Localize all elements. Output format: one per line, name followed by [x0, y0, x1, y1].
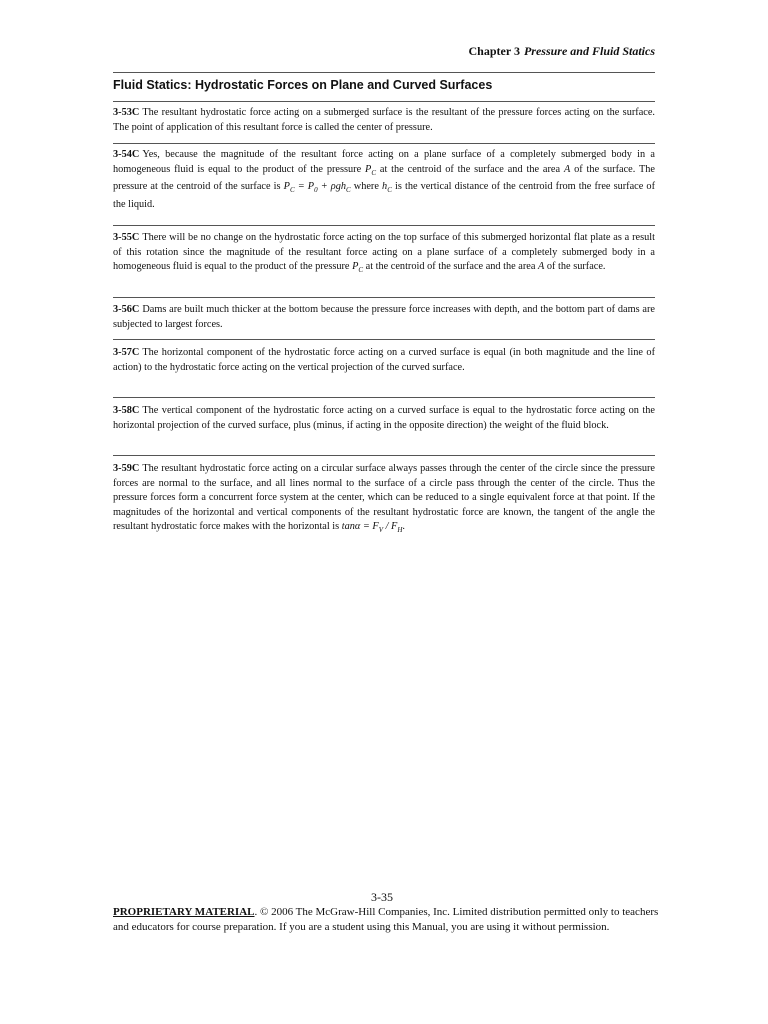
running-header [469, 44, 655, 59]
problem-text: at the centroid of the surface and the area [365, 261, 536, 273]
problem-text: Dams are built much thicker at the bottom because the pressure force increases with depth, and the bottom part of dams are subjected to largest forces. [113, 304, 655, 330]
tangent-equation: $\tan\alpha = F_V / F_H$ [341, 521, 403, 535]
problem-text: at the centroid of the surface and the area [379, 163, 561, 175]
problem-number: 3-56C [113, 304, 140, 315]
problem-text: The horizontal component of the hydrostatic force acting on a curved surface is equal (in both magnitude and the line of action) to the hydrostatic force acting on the vertical projection of the curved surface. [113, 347, 655, 373]
problem-text: The resultant hydrostatic force acting on a submerged surface is the resultant of the pressure forces acting on the surface. The point of application of this resultant force is called the center of pressure. [113, 107, 655, 133]
problem-text: The resultant hydrostatic force acting on a circular surface always passes through the center of the circle since the pressure forces are normal to the surface, and all lines normal to the surface of a circle pass through the center of the circle. Thus the pressure forces form a concurrent force system at the center, which can be reduced to a single equivalent force at that point. If the magnitudes of the horizontal and vertical components of the resultant hydrostatic force are known, the tangent of the angle the resultant hydrostatic force makes with the horizontal is [113, 463, 655, 533]
copyright-footer [113, 905, 661, 935]
divider [113, 101, 655, 102]
problem-text: Yes, because the magnitude of the resultant force acting on a plane surface of a completely submerged body in a homogeneous fluid is equal to the product of the pressure [113, 149, 655, 175]
chapter-title: Pressure and Fluid Statics [523, 44, 655, 58]
proprietary-label: PROPRIETARY MATERIAL [113, 906, 255, 918]
problem-text: The vertical component of the hydrostatic force acting on a curved surface is equal to the hydrostatic force acting on the horizontal projection of the curved surface, plus (minus, if acting in the opposite direction) the weight of the fluid block. [113, 405, 655, 431]
page-number: 3-35 [371, 890, 393, 904]
divider [113, 225, 655, 226]
pressure-symbol: $P_C$ [352, 261, 364, 275]
problem-3-54c [113, 148, 655, 212]
problem-3-57c [113, 346, 655, 375]
problem-text: There will be no change on the hydrostatic force acting on the top surface of this submerged horizontal flat plate as a result of this rotation since the magnitude of the resultant force acting on a plane surface of a completely submerged body in a homogeneous fluid is equal to the product of the pressure [113, 232, 655, 273]
problem-text: where [353, 181, 379, 193]
divider [113, 397, 655, 398]
depth-symbol: $h_C$ [382, 181, 392, 195]
divider [113, 297, 655, 298]
problem-number: 3-57C [113, 347, 140, 358]
problem-3-55c [113, 231, 655, 278]
problem-3-59c: 3-59C The resultant hydrostatic force acting on a circular surface always passes through the center of the circle since the pressure forces are normal to the surface, and all lines normal to the surface of a circle pass through the center of the circle. Thus the pressure forces form a concurrent force system at the center, which can be reduced to a single equivalent force at that point. If the magnitudes of the horizontal and vertical components of the resultant hydrostatic force are known, the tangent of the angle the resultant hydrostatic force makes with the horizontal is $\tan\alpha = F_V / F_H$. [113, 463, 655, 535]
problem-number: 3-53C [113, 107, 140, 118]
problem-text: of the surface. The pressure at the centroid of the surface is [113, 163, 655, 193]
divider [113, 455, 655, 456]
area-symbol: A [538, 261, 545, 273]
divider [113, 72, 655, 73]
centroid-pressure-equation: $P_C = P_0 + \rho gh_C$ [283, 181, 351, 195]
problem-text: of the surface. [546, 261, 606, 273]
problem-3-56c [113, 303, 655, 332]
section-title: Fluid Statics: Hydrostatic Forces on Plane and Curved Surfaces [113, 78, 493, 92]
area-symbol: A [563, 163, 571, 175]
divider [113, 143, 655, 144]
problem-number: 3-58C [113, 405, 140, 416]
problem-3-53c [113, 106, 655, 135]
chapter-number: Chapter 3 [468, 44, 520, 58]
problem-number: 3-55C [113, 232, 140, 243]
footer-text: . © 2006 The McGraw-Hill Companies, Inc. Limited distribution permitted only to teachers and educators for course preparation. If you are a student using this Manual, you are using it without permission. [113, 906, 659, 933]
problem-number: 3-54C [113, 149, 140, 160]
divider [113, 339, 655, 340]
problem-3-58c [113, 404, 655, 433]
problem-number: 3-59C [113, 463, 140, 474]
pressure-symbol: $P_C$ [365, 163, 376, 177]
problem-text: is the vertical distance of the centroid from the free surface of the liquid. [113, 181, 655, 210]
